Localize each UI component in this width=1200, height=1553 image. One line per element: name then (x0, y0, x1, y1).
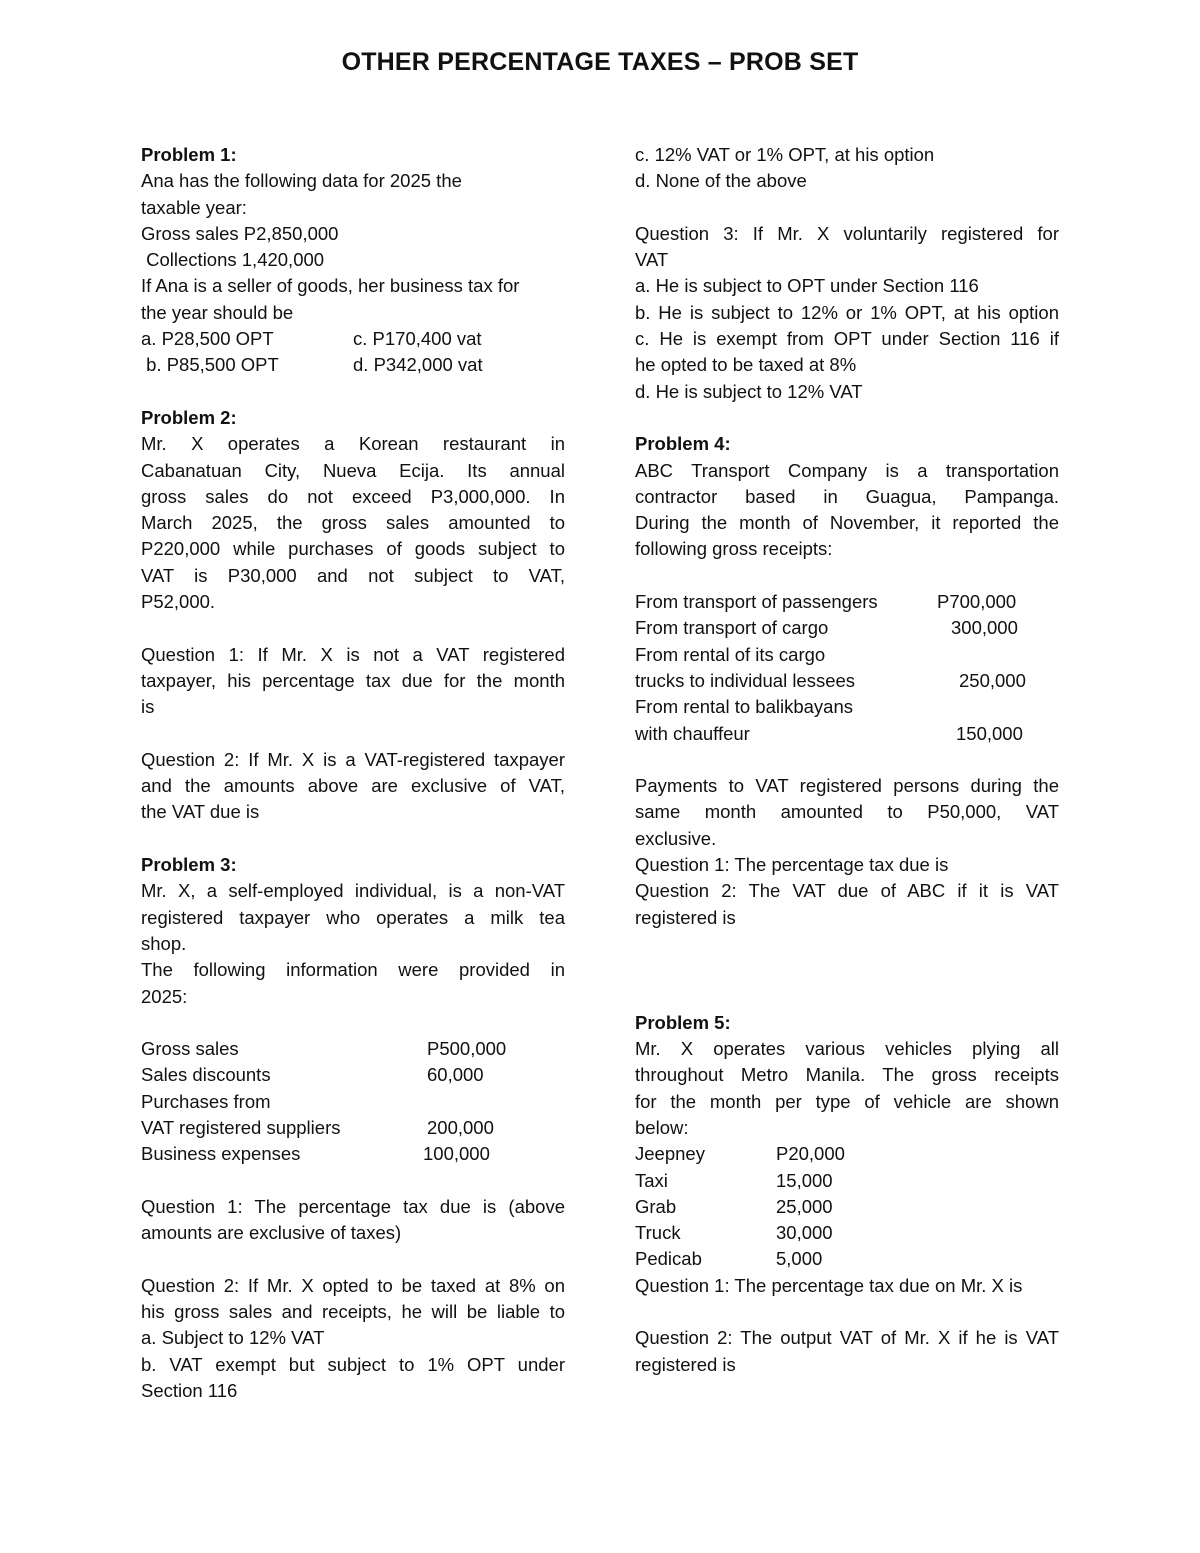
left-column (141, 142, 565, 1404)
p4-line-2: contractor based in Guagua, Pampanga. (635, 485, 1059, 507)
p4-question-1: Question 1: The percentage tax due is (635, 854, 949, 876)
p2-line-6: VAT is P30,000 and not subject to VAT, (141, 564, 565, 586)
p3-question-3-choice-c: c. He is exempt from OPT under Section 116 if (635, 328, 1059, 350)
p4-item-label: From rental of its cargo (635, 643, 826, 665)
p3-item-amount: 200,000 (427, 1116, 494, 1138)
p1-choices-row-2 (141, 352, 565, 378)
p5-vehicle-row (635, 1246, 1059, 1272)
p2-line-1: Mr. X operates a Korean restaurant in (141, 433, 565, 455)
p4-line-1: ABC Transport Company is a transportation (635, 459, 1059, 481)
p5-question-2-line-2: registered is (635, 1353, 736, 1375)
p3-line-2: registered taxpayer who operates a milk tea (141, 906, 565, 928)
p4-item-label: with chauffeur (635, 722, 750, 744)
p2-question-2-line-2: and the amounts above are exclusive of VAT, (141, 775, 565, 797)
p1-choice-d: d. P342,000 vat (353, 354, 483, 376)
p3-question-3-choice-c-cont: he opted to be taxed at 8% (635, 354, 857, 376)
p5-line-3: for the month per type of vehicle are shown (635, 1090, 1059, 1112)
p3-question-1-line-2: amounts are exclusive of taxes) (141, 1222, 402, 1244)
p3-question-3-choice-d: d. He is subject to 12% VAT (635, 380, 863, 402)
p3-item-row (141, 1036, 565, 1062)
p4-item-row (635, 668, 1059, 694)
p3-item-label: VAT registered suppliers (141, 1116, 341, 1138)
problem-4-heading: Problem 4: (635, 433, 731, 455)
p3-item-row (141, 1141, 565, 1167)
p3-item-row (141, 1115, 565, 1141)
p5-line-1: Mr. X operates various vehicles plying all (635, 1038, 1059, 1060)
p2-line-5: P220,000 while purchases of goods subject to (141, 538, 565, 560)
p3-question-3-choice-b: b. He is subject to 12% or 1% OPT, at his option (635, 301, 1059, 323)
p5-vehicle-row (635, 1194, 1059, 1220)
p1-line-6: the year should be (141, 301, 294, 323)
p2-question-1-line-3: is (141, 696, 155, 718)
problem-1-heading: Problem 1: (141, 144, 237, 165)
p4-line-7: exclusive. (635, 827, 717, 849)
p2-question-1-line-2: taxpayer, his percentage tax due for the month (141, 669, 565, 691)
p4-item-row (635, 694, 1059, 720)
p3-question-2-choice-d: d. None of the above (635, 170, 807, 192)
p4-item-amount: P700,000 (937, 591, 1017, 613)
p5-vehicle-type: Truck (635, 1222, 681, 1244)
p5-vehicle-type: Pedicab (635, 1248, 702, 1270)
p5-vehicle-amount: 30,000 (776, 1222, 833, 1244)
p2-line-3: gross sales do not exceed P3,000,000. In (141, 485, 565, 507)
p3-question-3-choice-a: a. He is subject to OPT under Section 116 (635, 275, 979, 297)
problem-2-heading: Problem 2: (141, 406, 237, 428)
p3-question-2-choice-b: b. VAT exempt but subject to 1% OPT under (141, 1353, 565, 1375)
p1-choice-b: b. P85,500 OPT (141, 354, 279, 376)
p5-vehicle-amount: 5,000 (776, 1248, 823, 1270)
p4-item-label: From transport of passengers (635, 591, 878, 613)
p4-item-row (635, 615, 1059, 641)
problem-3-heading: Problem 3: (141, 854, 237, 876)
p2-question-2-line-3: the VAT due is (141, 801, 260, 823)
page-title: OTHER PERCENTAGE TAXES – PROB SET (341, 48, 859, 76)
p3-question-1-line-1: Question 1: The percentage tax due is (above (141, 1195, 565, 1217)
p4-question-2-line-2: registered is (635, 906, 736, 928)
p5-vehicle-row (635, 1168, 1059, 1194)
p1-choices-row-1 (141, 326, 565, 352)
p3-item-amount: P500,000 (427, 1038, 507, 1060)
p2-line-4: March 2025, the gross sales amounted to (141, 512, 565, 534)
p1-line-4: Collections 1,420,000 (141, 249, 325, 271)
p4-item-amount: 250,000 (959, 669, 1026, 691)
p4-item-row (635, 642, 1059, 668)
p5-vehicle-type: Jeepney (635, 1143, 705, 1165)
p5-vehicle-row (635, 1141, 1059, 1167)
p1-line-3: Gross sales P2,850,000 (141, 222, 339, 244)
p1-line-1: Ana has the following data for 2025 the (141, 170, 462, 192)
p5-line-4: below: (635, 1116, 689, 1138)
p1-line-2: taxable year: (141, 196, 247, 218)
p3-question-2-choice-c: c. 12% VAT or 1% OPT, at his option (635, 144, 935, 165)
right-column (635, 142, 1059, 1378)
p5-vehicle-amount: 25,000 (776, 1195, 833, 1217)
p5-line-2: throughout Metro Manila. The gross receipts (635, 1064, 1059, 1086)
p3-item-label: Gross sales (141, 1038, 239, 1060)
p4-item-row (635, 721, 1059, 747)
p4-line-6: same month amounted to P50,000, VAT (635, 801, 1059, 823)
p2-question-1-line-1: Question 1: If Mr. X is not a VAT registered (141, 643, 565, 665)
p3-item-row (141, 1089, 565, 1115)
p5-question-1: Question 1: The percentage tax due on Mr. X is (635, 1274, 1023, 1296)
p1-choice-a: a. P28,500 OPT (141, 328, 274, 350)
p3-question-2-choice-a: a. Subject to 12% VAT (141, 1327, 325, 1349)
p3-line-1: Mr. X, a self-employed individual, is a non-VAT (141, 880, 565, 902)
p3-question-3-line-1: Question 3: If Mr. X voluntarily registered for (635, 222, 1059, 244)
p5-vehicle-type: Taxi (635, 1169, 668, 1191)
p3-item-label: Business expenses (141, 1143, 301, 1165)
p3-item-label: Purchases from (141, 1090, 271, 1112)
p1-choice-c: c. P170,400 vat (353, 328, 482, 350)
p3-question-2-choice-b-cont: Section 116 (141, 1379, 238, 1401)
p3-item-amount: 60,000 (427, 1064, 484, 1086)
p2-question-2-line-1: Question 2: If Mr. X is a VAT-registered taxpayer (141, 748, 565, 770)
p3-item-label: Sales discounts (141, 1064, 271, 1086)
p4-item-amount: 150,000 (956, 722, 1023, 744)
p2-line-7: P52,000. (141, 591, 216, 613)
p4-item-amount: 300,000 (951, 617, 1018, 639)
p3-line-4: The following information were provided in (141, 959, 565, 981)
p2-line-2: Cabanatuan City, Nueva Ecija. Its annual (141, 459, 565, 481)
p5-vehicle-amount: 15,000 (776, 1169, 833, 1191)
p3-question-3-line-2: VAT (635, 249, 669, 271)
p4-item-label: From transport of cargo (635, 617, 829, 639)
p4-item-label: trucks to individual lessees (635, 669, 856, 691)
p4-question-2-line-1: Question 2: The VAT due of ABC if it is VAT (635, 880, 1059, 902)
p5-question-2-line-1: Question 2: The output VAT of Mr. X if he is VAT (635, 1327, 1059, 1349)
p3-item-row (141, 1062, 565, 1088)
p5-vehicle-row (635, 1220, 1059, 1246)
p1-line-5: If Ana is a seller of goods, her business tax for (141, 275, 520, 297)
p4-item-row (635, 589, 1059, 615)
p4-line-5: Payments to VAT registered persons during the (635, 775, 1059, 797)
p5-vehicle-type: Grab (635, 1195, 677, 1217)
p4-line-3: During the month of November, it reported the (635, 512, 1059, 534)
p3-line-5: 2025: (141, 985, 188, 1007)
problem-5-heading: Problem 5: (635, 1011, 731, 1033)
p3-item-amount: 100,000 (423, 1143, 490, 1165)
p3-question-2-line-2: his gross sales and receipts, he will be liable to (141, 1301, 565, 1323)
p4-line-4: following gross receipts: (635, 538, 833, 560)
p3-line-3: shop. (141, 932, 187, 954)
p4-item-label: From rental to balikbayans (635, 696, 853, 718)
p3-question-2-line-1: Question 2: If Mr. X opted to be taxed at 8% on (141, 1274, 565, 1296)
p5-vehicle-amount: P20,000 (776, 1143, 845, 1165)
